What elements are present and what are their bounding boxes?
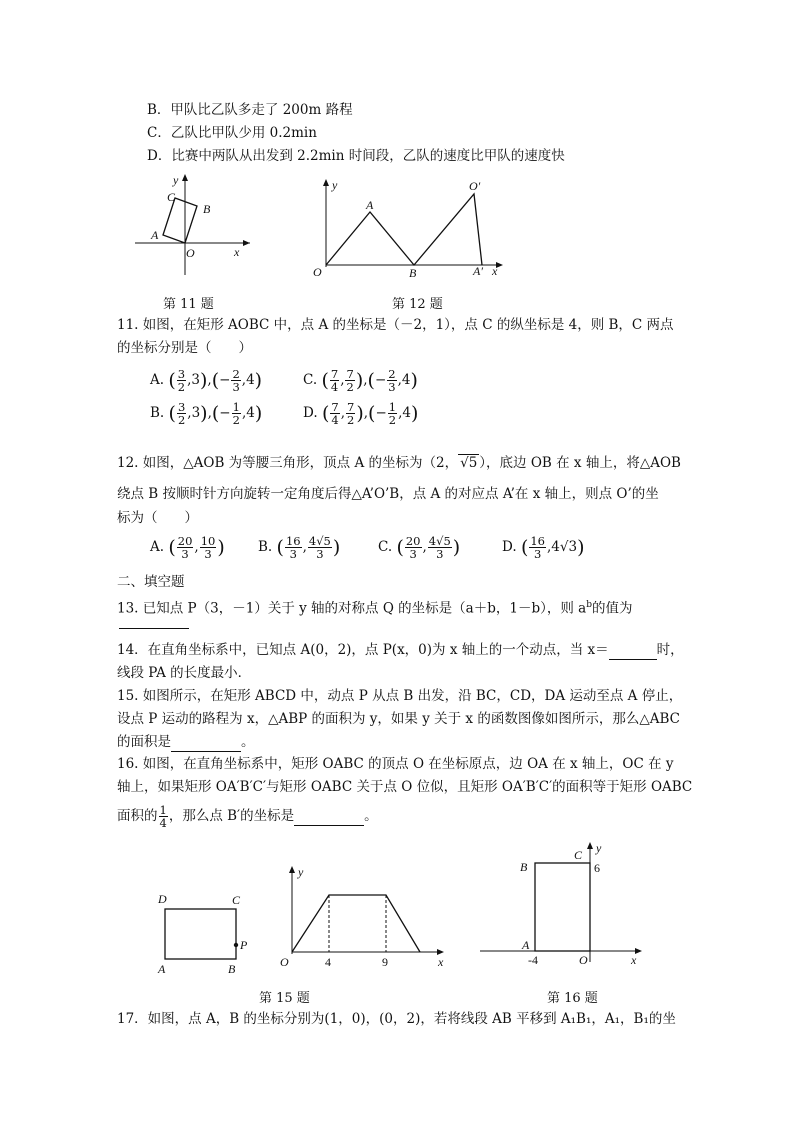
q13-answer-blank[interactable]: [119, 628, 189, 629]
fig11-label-y: y: [173, 173, 179, 187]
fig15b-tick-4: 4: [325, 955, 331, 969]
q12-option-b: B. ( $\frac{16}{3}$ , $\frac{4√5}{3}$ ): [258, 534, 341, 561]
fig16-caption: 第 16 题: [547, 991, 598, 1006]
q12-stem-line3: 标为（ ）: [117, 510, 198, 526]
q10-option-d: D．比赛中两队从出发到 2.2min 时间段，乙队的速度比甲队的速度快: [147, 148, 565, 164]
fig15a-label-p: P: [240, 938, 248, 952]
fig11-label-c: C: [167, 190, 176, 204]
fig12-caption: 第 12 题: [392, 297, 443, 312]
q12-option-a: A. ( $\frac{20}{3}$ , $\frac{10}{3}$ ): [150, 534, 225, 561]
fig16-label-o: O: [579, 953, 588, 967]
fig16-tick-neg4: -4: [528, 953, 538, 967]
q16-answer-blank[interactable]: [294, 807, 364, 826]
q17-line1: 17．如图，点 A，B 的坐标分别为(1，0)，(0，2)，若将线段 AB 平移到 A₁B₁，A₁，B₁的坐: [117, 1011, 676, 1027]
q11-option-b: B. ( $\frac{3}{2}$ ,3),(− $\frac{1}{2}$ ,4): [150, 400, 263, 427]
fig11-label-a: A: [151, 228, 159, 242]
q15-line2: 设点 P 运动的路程为 x，△ABP 的面积为 y，如果 y 关于 x 的函数图像如图所示，那么△ABC: [117, 711, 680, 727]
q15-line3: 的面积是 。: [117, 734, 255, 750]
q15-line1: 15. 如图所示，在矩形 ABCD 中，动点 P 从点 B 出发，沿 BC，CD，DA 运动至点 A 停止，: [117, 688, 683, 704]
q12-stem-line1: 12. 如图，△AOB 为等腰三角形，顶点 A 的坐标为（2， √5 ），底边 OB 在 x 轴上，将△AOB: [117, 455, 681, 471]
fig15b-label-o: O: [280, 955, 289, 969]
q11-stem-line2: 的坐标分别是（ ）: [117, 340, 252, 356]
fig12-label-x: x: [492, 264, 498, 278]
q12-option-c: C. ( $\frac{20}{3}$ , $\frac{4√5}{3}$ ): [378, 534, 461, 561]
fig11-caption: 第 11 题: [163, 297, 214, 312]
fig15b-tick-9: 9: [382, 955, 388, 969]
q11-option-c: C. ( $\frac{7}{4}$ , $\frac{7}{2}$ ),(− $\frac{2}{3}$ ,4): [303, 367, 418, 394]
q16-line2: 轴上，如果矩形 OA′B′C′与矩形 OABC 关于点 O 位似，且矩形 OA′B′C′的面积等于矩形 OABC: [117, 779, 693, 795]
figure-15-rectangle: [150, 890, 260, 980]
section-title-fill-in: 二、填空题: [117, 574, 185, 590]
q15-answer-blank[interactable]: [171, 733, 241, 752]
fig15b-label-x: x: [438, 955, 444, 969]
q11-option-a: A. ( $\frac{3}{2}$ ,3),(− $\frac{2}{3}$ ,4): [150, 367, 263, 394]
fig12-label-o: O: [313, 265, 322, 279]
fig12-label-a2: A′: [473, 264, 483, 278]
fig12-label-o2: O′: [469, 179, 481, 193]
q14-line1: 14．在直角坐标系中，已知点 A(0，2)，点 P(x，0)为 x 轴上的一个动点，当 x＝ 时，: [117, 642, 684, 658]
fig15a-label-c: C: [232, 893, 241, 907]
fig15a-label-d: D: [158, 892, 167, 906]
q13-text: 13. 已知点 P（3，－1）关于 y 轴的对称点 Q 的坐标是（a＋b，1－b），则 $a^b$的值为: [117, 600, 633, 617]
q12-option-d: D. ( $\frac{16}{3}$ ,4√3): [502, 534, 585, 561]
q14-line2: 线段 PA 的长度最小．: [117, 665, 252, 681]
q11-stem-line1: 11. 如图，在矩形 AOBC 中，点 A 的坐标是（－2，1），点 C 的纵坐标是 4，则 B，C 两点: [117, 317, 674, 333]
figure-11: [130, 170, 260, 280]
fig16-label-a: A: [522, 938, 530, 952]
figure-12: [308, 175, 508, 290]
fig15b-label-y: y: [298, 865, 304, 879]
fig15-caption: 第 15 题: [259, 991, 310, 1006]
q10-option-b: B．甲队比乙队多走了 200m 路程: [147, 102, 353, 118]
fig16-label-y: y: [596, 841, 602, 855]
figure-15-graph: [280, 862, 450, 977]
q16-line1: 16. 如图，在直角坐标系中，矩形 OABC 的顶点 O 在坐标原点，边 OA 在 x 轴上，OC 在 y: [117, 756, 674, 772]
q10-option-c: C．乙队比甲队少用 0.2min: [147, 125, 317, 141]
q12-stem-line2: 绕点 B 按顺时针方向旋转一定角度后得△A’O’B，点 A 的对应点 A’在 x 轴上，则点 O’的坐: [117, 486, 659, 502]
q16-line3: 面积的 $\frac{1}{4}$ ，那么点 B′的坐标是 。: [117, 803, 378, 830]
fig11-label-b: B: [203, 202, 211, 216]
fig15a-label-a: A: [158, 962, 166, 976]
fig16-label-x: x: [631, 953, 637, 967]
q11-option-d: D. ( $\frac{7}{4}$ , $\frac{7}{2}$ ),(− $\frac{1}{2}$ ,4): [303, 400, 419, 427]
q14-answer-blank[interactable]: [609, 641, 657, 660]
fig16-label-c: C: [574, 848, 583, 862]
fig16-label-b: B: [520, 860, 528, 874]
fig11-label-x: x: [234, 245, 240, 259]
fig11-label-o: O: [186, 246, 195, 260]
fig16-tick-6: 6: [594, 861, 600, 875]
figure-16: [478, 838, 653, 968]
fig12-label-y: y: [332, 178, 338, 192]
fig12-label-b: B: [409, 266, 417, 280]
fig12-label-a: A: [366, 198, 374, 212]
fig15a-label-b: B: [228, 962, 236, 976]
